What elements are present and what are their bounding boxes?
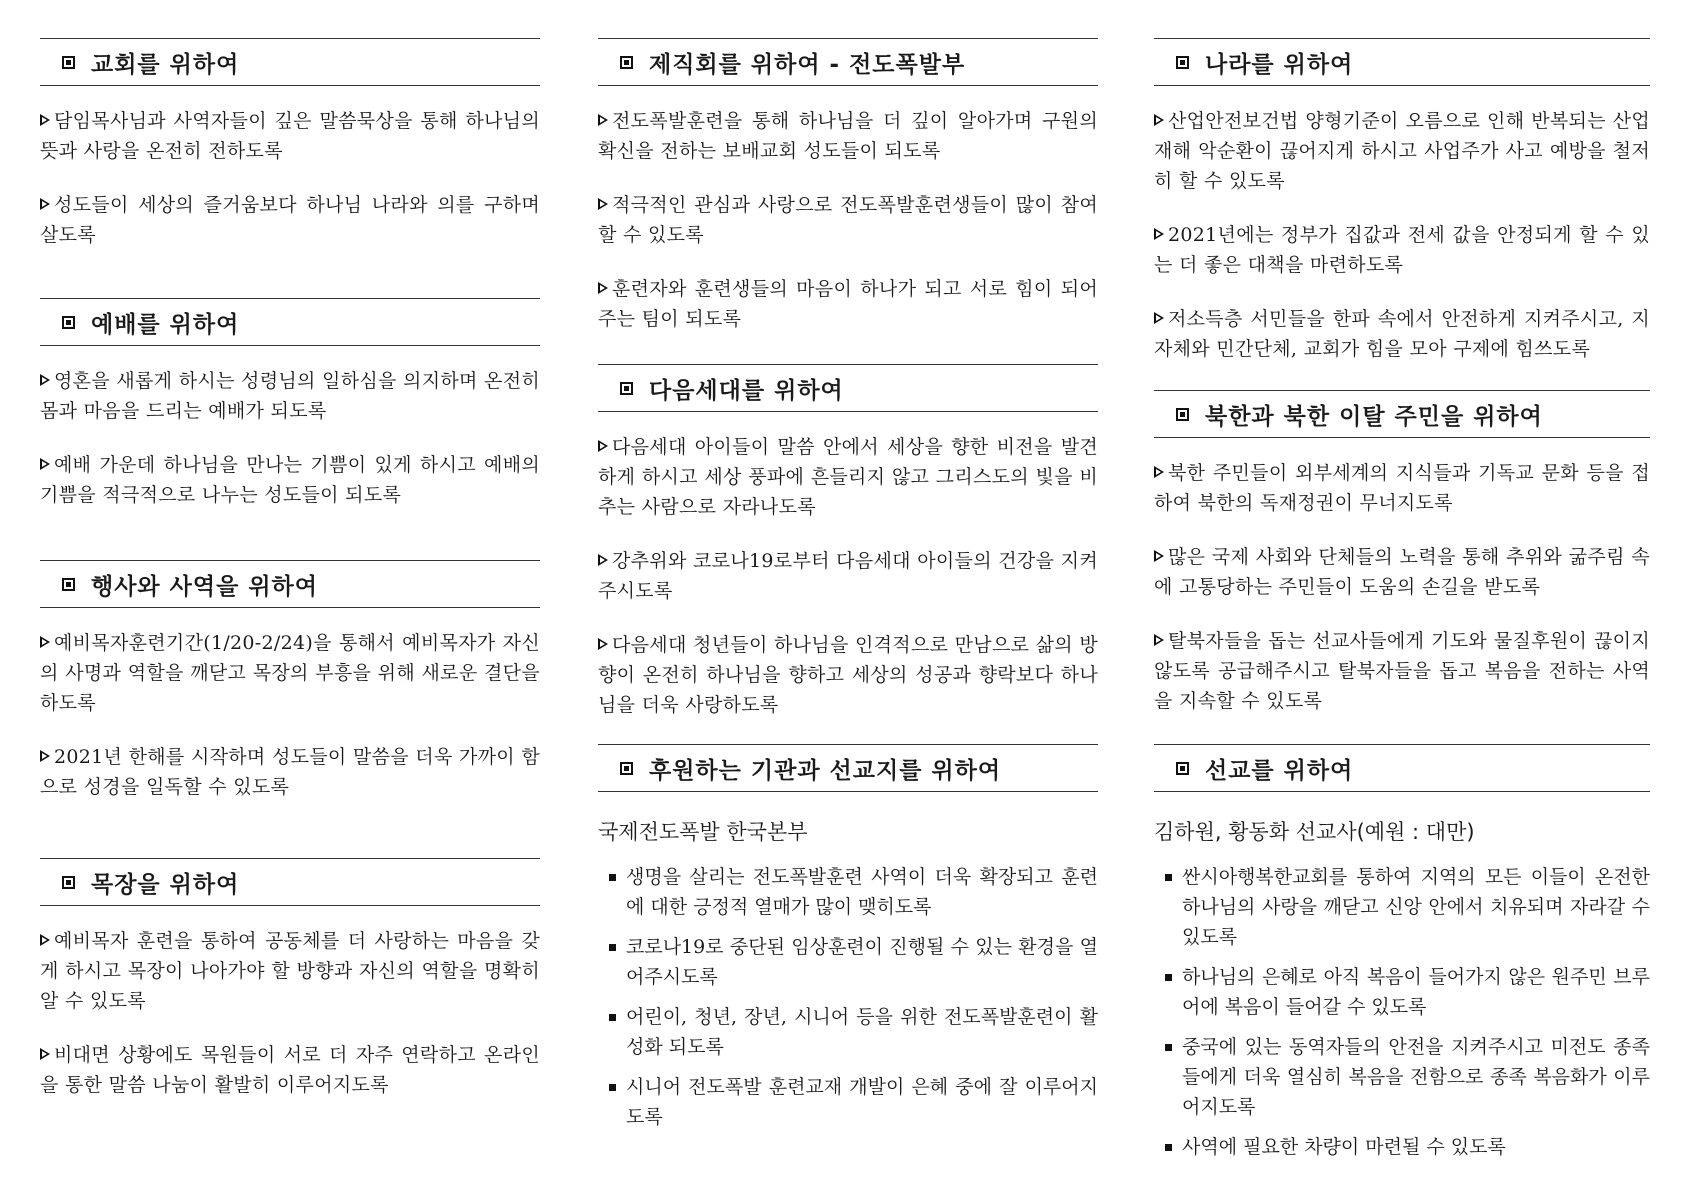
triangle-bullet-icon [598,198,608,210]
prayer-item: 담임목사님과 사역자들이 깊은 말씀묵상을 통해 하나님의 뜻과 사랑을 온전히 전하도록 [40,110,540,162]
section-worship [40,298,540,534]
section-title: 행사와 사역을 위하여 [91,573,318,600]
triangle-bullet-icon [40,114,50,126]
section-header [1154,390,1650,438]
square-bullet-icon [1176,408,1189,421]
section-north-korea [1154,390,1650,740]
square-bullet-icon [1154,1132,1182,1162]
triangle-bullet-icon [598,440,608,452]
square-bullet-icon [598,932,626,992]
section-header [40,858,540,906]
section-title: 제직회를 위하여 - 전도폭발부 [649,51,966,78]
bullet-item: 싼시아행복한교회를 통하여 지역의 모든 이들이 온전한 하나님의 사랑을 깨닫고 신앙 안에서 치유되며 자라갈 수 있도록 [1154,862,1650,952]
section-header [598,744,1098,792]
square-bullet-icon [62,578,75,591]
section-title: 선교를 위하여 [1205,757,1354,784]
prayer-item: 다음세대 청년들이 하나님을 인격적으로 만남으로 삶의 방향이 온전히 하나님을 향하고 세상의 성공과 향락보다 하나님을 더욱 사랑하도록 [598,634,1098,716]
triangle-bullet-icon [1154,634,1164,646]
bullet-item: 사역에 필요한 차량이 마련될 수 있도록 [1154,1132,1650,1162]
section-missions [1154,744,1650,1172]
prayer-item: 성도들이 세상의 즐거움보다 하나님 나라와 의를 구하며 살도록 [40,194,540,246]
section-supported-missions [598,744,1098,1142]
triangle-bullet-icon [40,198,50,210]
triangle-bullet-icon [1154,466,1164,478]
square-bullet-icon [1154,1032,1182,1122]
section-title: 목장을 위하여 [91,871,240,898]
triangle-bullet-icon [1154,228,1164,240]
triangle-bullet-icon [40,934,50,946]
prayer-item: 전도폭발훈련을 통해 하나님을 더 깊이 알아가며 구원의 확신을 전하는 보배교회 성도들이 되도록 [598,110,1098,162]
bullet-item: 코로나19로 중단된 임상훈련이 진행될 수 있는 환경을 열어주시도록 [598,932,1098,992]
prayer-item: 탈북자들을 돕는 선교사들에게 기도와 물질후원이 끊이지 않도록 공급해주시고 탈북자들을 돕고 복음을 전하는 사역을 지속할 수 있도록 [1154,630,1650,712]
triangle-bullet-icon [40,750,50,762]
section-header [40,298,540,346]
section-header [40,560,540,608]
prayer-item: 적극적인 관심과 사랑으로 전도폭발훈련생들이 많이 참여할 수 있도록 [598,194,1098,246]
square-bullet-icon [620,56,633,69]
prayer-item: 2021년 한해를 시작하며 성도들이 말씀을 더욱 가까이 함으로 성경을 일독할 수 있도록 [40,746,540,798]
prayer-item: 북한 주민들이 외부세계의 지식들과 기독교 문화 등을 접하여 북한의 독재정권이 무너지도록 [1154,462,1650,514]
square-bullet-icon [1176,56,1189,69]
triangle-bullet-icon [1154,114,1164,126]
section-title: 나라를 위하여 [1205,51,1354,78]
square-bullet-icon [1154,962,1182,1022]
prayer-item: 훈련자와 훈련생들의 마음이 하나가 되고 서로 힘이 되어주는 팀이 되도록 [598,278,1098,330]
section-church [40,38,540,274]
bullet-item: 하나님의 은혜로 아직 복음이 들어가지 않은 원주민 브루어에 복음이 들어갈 수 있도록 [1154,962,1650,1022]
section-title: 다음세대를 위하여 [649,377,844,404]
section-title: 후원하는 기관과 선교지를 위하여 [649,757,1002,784]
square-bullet-icon [598,1002,626,1062]
section-header [598,38,1098,86]
prayer-item: 산업안전보건법 양형기준이 오름으로 인해 반복되는 산업재해 악순환이 끊어지게 하시고 사업주가 사고 예방을 철저히 할 수 있도록 [1154,110,1650,192]
section-header [1154,38,1650,86]
bullet-item: 중국에 있는 동역자들의 안전을 지켜주시고 미전도 종족들에게 더욱 열심히 복음을 전함으로 종족 복음화가 이루어지도록 [1154,1032,1650,1122]
prayer-item: 예비목자 훈련을 통하여 공동체를 더 사랑하는 마음을 갖게 하시고 목장이 나아가야 할 방향과 자신의 역할을 명확히 알 수 있도록 [40,930,540,1012]
section-next-generation [598,364,1098,744]
square-bullet-icon [620,762,633,775]
triangle-bullet-icon [40,374,50,386]
prayer-item: 많은 국제 사회와 단체들의 노력을 통해 추위와 굶주림 속에 고통당하는 주민들이 도움의 손길을 받도록 [1154,546,1650,598]
square-bullet-icon [62,876,75,889]
triangle-bullet-icon [40,458,50,470]
prayer-item: 2021년에는 정부가 집값과 전세 값을 안정되게 할 수 있는 더 좋은 대책을 마련하도록 [1154,224,1650,276]
prayer-item: 강추위와 코로나19로부터 다음세대 아이들의 건강을 지켜 주시도록 [598,550,1098,602]
section-deacons [598,38,1098,358]
square-bullet-icon [62,56,75,69]
section-events [40,560,540,826]
triangle-bullet-icon [598,638,608,650]
section-title: 예배를 위하여 [91,311,240,338]
prayer-item: 비대면 상황에도 목원들이 서로 더 자주 연락하고 온라인을 통한 말씀 나눔이 활발히 이루어지도록 [40,1044,540,1096]
square-bullet-icon [598,1072,626,1132]
prayer-item: 영혼을 새롭게 하시는 성령님의 일하심을 의지하며 온전히 몸과 마음을 드리는 예배가 되도록 [40,370,540,422]
square-bullet-icon [620,382,633,395]
section-header [598,364,1098,412]
bullet-item: 생명을 살리는 전도폭발훈련 사역이 더욱 확장되고 훈련에 대한 긍정적 열매가 많이 맺히도록 [598,862,1098,922]
triangle-bullet-icon [598,282,608,294]
missionary-name: 김하원, 황동화 선교사(예원 : 대만) [1154,820,1475,844]
square-bullet-icon [1176,762,1189,775]
bullet-item: 시니어 전도폭발 훈련교재 개발이 은혜 중에 잘 이루어지도록 [598,1072,1098,1132]
prayer-item: 다음세대 아이들이 말씀 안에서 세상을 향한 비전을 발견하게 하시고 세상 풍파에 흔들리지 않고 그리스도의 빛을 비추는 사람으로 자라나도록 [598,436,1098,518]
triangle-bullet-icon [1154,550,1164,562]
section-title: 북한과 북한 이탈 주민을 위하여 [1205,403,1543,430]
triangle-bullet-icon [1154,312,1164,324]
section-header [40,38,540,86]
triangle-bullet-icon [598,554,608,566]
bullet-item: 어린이, 청년, 장년, 시니어 등을 위한 전도폭발훈련이 활성화 되도록 [598,1002,1098,1062]
triangle-bullet-icon [598,114,608,126]
section-cell-group [40,858,540,1124]
prayer-item: 예비목자훈련기간(1/20-2/24)을 통해서 예비목자가 자신의 사명과 역할을 깨닫고 목장의 부흥을 위해 새로운 결단을 하도록 [40,632,540,714]
square-bullet-icon [62,316,75,329]
section-nation [1154,38,1650,388]
section-title: 교회를 위하여 [91,51,240,78]
square-bullet-icon [598,862,626,922]
section-header [1154,744,1650,792]
organization-name: 국제전도폭발 한국본부 [598,820,808,844]
triangle-bullet-icon [40,636,50,648]
triangle-bullet-icon [40,1048,50,1060]
prayer-item: 저소득층 서민들을 한파 속에서 안전하게 지켜주시고, 지자체와 민간단체, 교회가 힘을 모아 구제에 힘쓰도록 [1154,308,1650,360]
prayer-item: 예배 가운데 하나님을 만나는 기쁨이 있게 하시고 예배의 기쁨을 적극적으로 나누는 성도들이 되도록 [40,454,540,506]
square-bullet-icon [1154,862,1182,952]
